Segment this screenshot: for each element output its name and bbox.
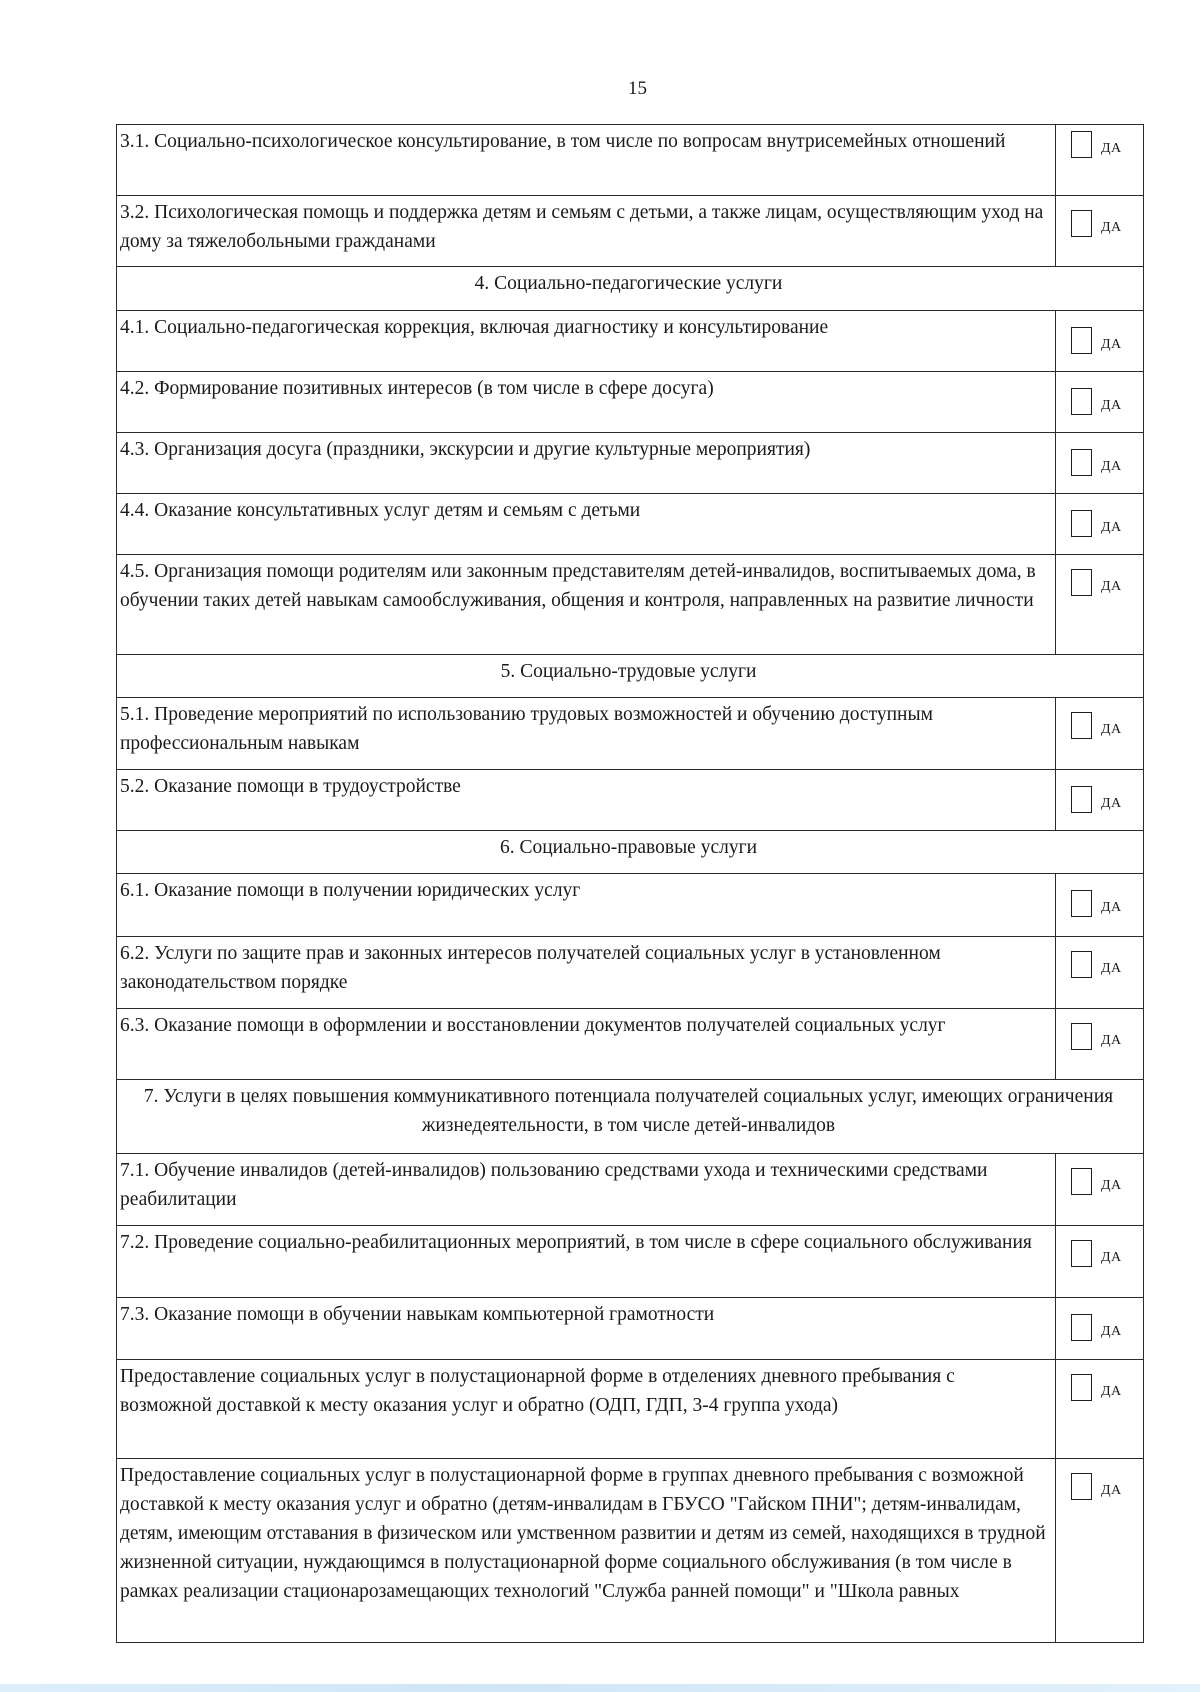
section-heading-row xyxy=(117,655,1144,698)
yes-checkbox[interactable] xyxy=(1071,388,1092,415)
yes-label: ДА xyxy=(1101,961,1122,976)
yes-label: ДА xyxy=(1101,796,1122,811)
yes-option[interactable] xyxy=(1071,569,1122,596)
page-number: 15 xyxy=(628,78,647,99)
yes-option-cell xyxy=(1056,770,1144,831)
scan-edge-strip xyxy=(0,1684,1200,1692)
section-heading-row xyxy=(117,267,1144,311)
service-row xyxy=(117,1298,1144,1360)
yes-option[interactable] xyxy=(1071,712,1122,739)
services-table xyxy=(116,124,1144,1643)
service-description: 5.1. Проведение мероприятий по использованию трудовых возможностей и обучению доступным профессиональным навыкам xyxy=(117,698,1056,770)
yes-option[interactable] xyxy=(1071,1168,1122,1195)
yes-option-cell xyxy=(1056,1226,1144,1298)
service-row xyxy=(117,125,1144,196)
yes-checkbox[interactable] xyxy=(1071,1473,1092,1500)
yes-option-cell xyxy=(1056,494,1144,555)
service-description: 4.3. Организация досуга (праздники, экскурсии и другие культурные мероприятия) xyxy=(117,433,1056,494)
service-row xyxy=(117,698,1144,770)
yes-option[interactable] xyxy=(1071,1023,1122,1050)
yes-label: ДА xyxy=(1101,141,1122,156)
yes-option-cell xyxy=(1056,698,1144,770)
service-description: 3.2. Психологическая помощь и поддержка детям и семьям с детьми, а также лицам, осуществляющим уход на дому за тяжелобольными гражданами xyxy=(117,196,1056,267)
service-description: Предоставление социальных услуг в полустационарной форме в отделениях дневного пребывания с возможной доставкой к месту оказания услуг и обратно (ОДП, ГДП, 3-4 группа ухода) xyxy=(117,1360,1056,1459)
yes-label: ДА xyxy=(1101,1178,1122,1193)
yes-label: ДА xyxy=(1101,900,1122,915)
service-row xyxy=(117,311,1144,372)
section-heading: 5. Социально-трудовые услуги xyxy=(117,655,1144,698)
yes-option-cell xyxy=(1056,196,1144,267)
service-row xyxy=(117,874,1144,937)
yes-checkbox[interactable] xyxy=(1071,951,1092,978)
yes-label: ДА xyxy=(1101,337,1122,352)
yes-option-cell xyxy=(1056,433,1144,494)
service-row xyxy=(117,494,1144,555)
yes-checkbox[interactable] xyxy=(1071,890,1092,917)
service-row xyxy=(117,1154,1144,1226)
yes-option[interactable] xyxy=(1071,1240,1122,1267)
yes-checkbox[interactable] xyxy=(1071,1374,1092,1401)
section-heading: 6. Социально-правовые услуги xyxy=(117,831,1144,874)
yes-checkbox[interactable] xyxy=(1071,1168,1092,1195)
yes-option[interactable] xyxy=(1071,510,1122,537)
yes-option-cell xyxy=(1056,1360,1144,1459)
yes-option-cell xyxy=(1056,1154,1144,1226)
service-description: 4.2. Формирование позитивных интересов (в том числе в сфере досуга) xyxy=(117,372,1056,433)
yes-checkbox[interactable] xyxy=(1071,712,1092,739)
yes-checkbox[interactable] xyxy=(1071,1240,1092,1267)
yes-option-cell xyxy=(1056,1298,1144,1360)
service-row xyxy=(117,1459,1144,1643)
section-heading: 4. Социально-педагогические услуги xyxy=(117,267,1144,311)
yes-option[interactable] xyxy=(1071,1314,1122,1341)
yes-label: ДА xyxy=(1101,722,1122,737)
yes-checkbox[interactable] xyxy=(1071,210,1092,237)
yes-label: ДА xyxy=(1101,1324,1122,1339)
yes-label: ДА xyxy=(1101,459,1122,474)
yes-option[interactable] xyxy=(1071,1374,1122,1401)
yes-option-cell xyxy=(1056,1009,1144,1080)
yes-checkbox[interactable] xyxy=(1071,1314,1092,1341)
yes-option-cell xyxy=(1056,311,1144,372)
service-description: 6.2. Услуги по защите прав и законных интересов получателей социальных услуг в установленном законодательством порядке xyxy=(117,937,1056,1009)
yes-option-cell xyxy=(1056,937,1144,1009)
service-row xyxy=(117,433,1144,494)
yes-label: ДА xyxy=(1101,1033,1122,1048)
yes-label: ДА xyxy=(1101,1483,1122,1498)
service-row xyxy=(117,372,1144,433)
service-description: 5.2. Оказание помощи в трудоустройстве xyxy=(117,770,1056,831)
yes-label: ДА xyxy=(1101,398,1122,413)
service-description: 6.1. Оказание помощи в получении юридических услуг xyxy=(117,874,1056,937)
section-heading: 7. Услуги в целях повышения коммуникативного потенциала получателей социальных услуг, имеющих ограничения жизнедеятельности, в том числе детей-инвалидов xyxy=(117,1080,1144,1154)
yes-option-cell xyxy=(1056,555,1144,655)
service-description: 4.5. Организация помощи родителям или законным представителям детей-инвалидов, воспитываемых дома, в обучении таких детей навыкам самообслуживания, общения и контроля, направленных на развитие личности xyxy=(117,555,1056,655)
service-row xyxy=(117,1360,1144,1459)
service-description: 7.2. Проведение социально-реабилитационных мероприятий, в том числе в сфере социального обслуживания xyxy=(117,1226,1056,1298)
yes-checkbox[interactable] xyxy=(1071,786,1092,813)
service-row xyxy=(117,1226,1144,1298)
yes-checkbox[interactable] xyxy=(1071,1023,1092,1050)
services-table-body xyxy=(117,125,1144,1643)
service-row xyxy=(117,196,1144,267)
service-description: 7.3. Оказание помощи в обучении навыкам компьютерной грамотности xyxy=(117,1298,1056,1360)
service-description: 3.1. Социально-психологическое консультирование, в том числе по вопросам внутрисемейных отношений xyxy=(117,125,1056,196)
yes-checkbox[interactable] xyxy=(1071,510,1092,537)
yes-option[interactable] xyxy=(1071,327,1122,354)
yes-option[interactable] xyxy=(1071,210,1122,237)
section-heading-row xyxy=(117,1080,1144,1154)
service-description: 4.1. Социально-педагогическая коррекция, включая диагностику и консультирование xyxy=(117,311,1056,372)
service-description: 4.4. Оказание консультативных услуг детям и семьям с детьми xyxy=(117,494,1056,555)
yes-label: ДА xyxy=(1101,520,1122,535)
service-row xyxy=(117,555,1144,655)
yes-option-cell xyxy=(1056,125,1144,196)
yes-checkbox[interactable] xyxy=(1071,569,1092,596)
yes-option[interactable] xyxy=(1071,131,1122,158)
service-row xyxy=(117,937,1144,1009)
yes-checkbox[interactable] xyxy=(1071,327,1092,354)
yes-option[interactable] xyxy=(1071,890,1122,917)
yes-label: ДА xyxy=(1101,1384,1122,1399)
yes-option[interactable] xyxy=(1071,449,1122,476)
yes-option-cell xyxy=(1056,874,1144,937)
service-row xyxy=(117,1009,1144,1080)
yes-label: ДА xyxy=(1101,579,1122,594)
service-description: 7.1. Обучение инвалидов (детей-инвалидов) пользованию средствами ухода и техническими средствами реабилитации xyxy=(117,1154,1056,1226)
yes-option[interactable] xyxy=(1071,786,1122,813)
yes-checkbox[interactable] xyxy=(1071,449,1092,476)
service-row xyxy=(117,770,1144,831)
yes-label: ДА xyxy=(1101,1250,1122,1265)
yes-checkbox[interactable] xyxy=(1071,131,1092,158)
yes-option-cell xyxy=(1056,1459,1144,1643)
yes-option[interactable] xyxy=(1071,388,1122,415)
yes-option-cell xyxy=(1056,372,1144,433)
section-heading-row xyxy=(117,831,1144,874)
service-description: Предоставление социальных услуг в полустационарной форме в группах дневного пребывания с возможной доставкой к месту оказания услуг и обратно (детям-инвалидам в ГБУСО "Гайском ПНИ"; детям-инвалидам, детям, имеющим отставания в физическом или умственном развитии и детям из семей, находящихся в трудной жизненной ситуации, нуждающимся в полустационарной форме социального обслуживания (в том числе в рамках реализации стационарозамещающих технологий "Служба ранней помощи" и "Школа равных xyxy=(117,1459,1056,1643)
yes-option[interactable] xyxy=(1071,951,1122,978)
yes-option[interactable] xyxy=(1071,1473,1122,1500)
service-description: 6.3. Оказание помощи в оформлении и восстановлении документов получателей социальных услуг xyxy=(117,1009,1056,1080)
yes-label: ДА xyxy=(1101,220,1122,235)
